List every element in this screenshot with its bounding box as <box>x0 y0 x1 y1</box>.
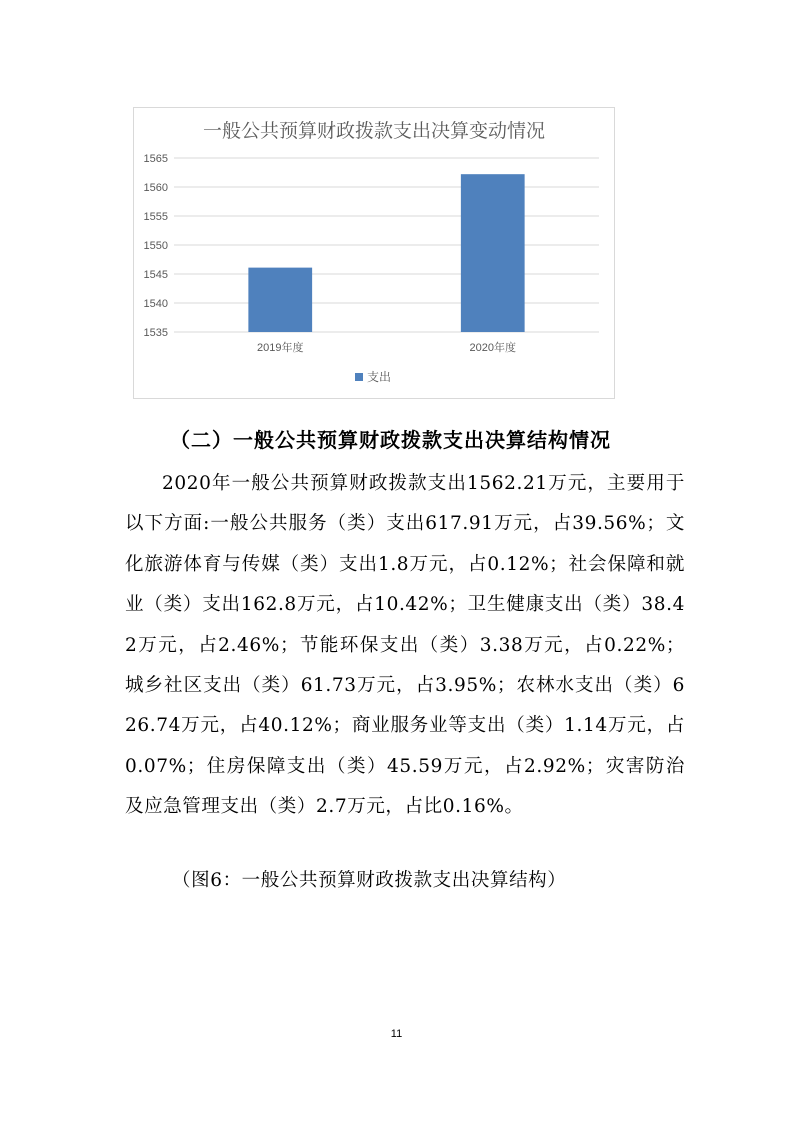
body-text <box>125 464 685 828</box>
section-heading: （二）一般公共预算财政拨款支出决算结构情况 <box>170 428 611 452</box>
bar <box>461 174 525 332</box>
chart-container <box>133 107 615 399</box>
y-tick-label: 1560 <box>143 182 168 194</box>
page-number: 11 <box>390 1028 403 1040</box>
x-tick-label: 2019年度 <box>257 342 304 354</box>
legend-label: 支出 <box>367 370 392 384</box>
bar-chart <box>134 108 614 398</box>
chart-title: 一般公共预算财政拨款支出决算变动情况 <box>202 120 545 142</box>
x-tick-label: 2020年度 <box>469 342 516 354</box>
y-tick-label: 1540 <box>143 298 168 310</box>
legend-swatch <box>355 373 363 381</box>
y-tick-label: 1555 <box>143 211 168 223</box>
bar <box>248 268 312 332</box>
y-tick-label: 1565 <box>143 153 168 165</box>
y-tick-label: 1535 <box>143 327 168 339</box>
body-paragraph: 2020年一般公共预算财政拨款支出1562.21万元，主要用于以下方面:一般公共服务（类）支出617.91万元，占39.56%；文化旅游体育与传媒（类）支出1.8万元，占0.12%；社会保障和就业（类）支出162.8万元，占10.42%；卫生健康支出（类）38.42万元，占2.46%；节能环保支出（类）3.38万元，占0.22%；城乡社区支出（类）61.73万元，占3.95%；农林水支出（类）626.74万元，占40.12%；商业服务业等支出（类）1.14万元，占0.07%；住房保障支出（类）45.59万元，占2.92%；灾害防治及应急管理支出（类）2.7万元，占比0.16%。 <box>125 473 685 818</box>
figure-caption: （图6：一般公共预算财政拨款支出决算结构） <box>172 870 567 891</box>
y-tick-label: 1550 <box>143 240 168 252</box>
y-tick-label: 1545 <box>143 269 168 281</box>
